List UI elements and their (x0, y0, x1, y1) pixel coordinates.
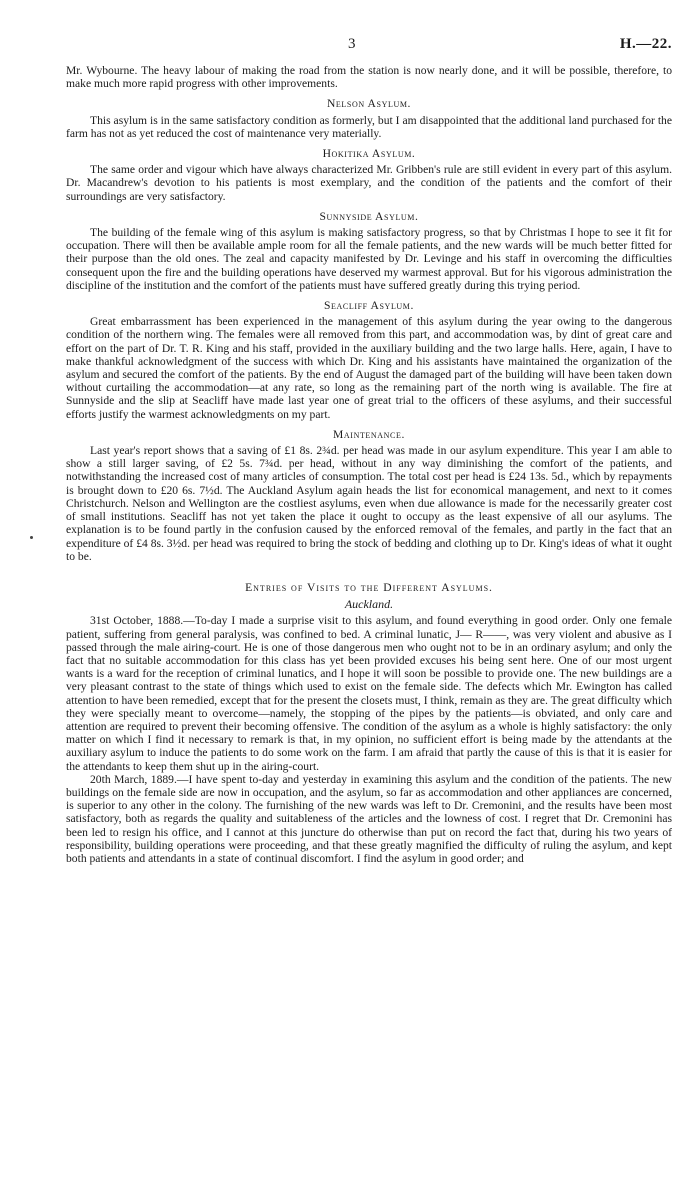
section-heading-sunnyside: Sunnyside Asylum. (319, 209, 419, 223)
paragraph-nelson: This asylum is in the same satisfactory condition as formerly, but I am disappointed that the additional land purchased for the farm has not as yet reduced the cost of maintenance very materially. (66, 113, 672, 140)
paragraph-maintenance: Last year's report shows that a saving of £1 8s. 2¾d. per head was made in our asylum expenditure. This year I am able to show a still larger saving, of £2 5s. 7¾d. per head, without in any way diminishing the comfort of the patients, and notwithstanding the increased cost of many articles of consumption. The total cost per head is £24 13s. 5d., which by repayments is brought down to £20 6s. 7½d. The Auckland Asylum again heads the list for economical management, and next to it comes Christchurch. Nelson and Wellington are the costliest asylums, even when due allowance is made for the necessarily greater cost of small institutions. Seacliff has not yet taken the place it ought to occupy as the least expensive of all our asylums. The explanation is to be found partly in the confusion caused by the enforced removal of the females, and partly in the fact that an expenditure of £4 8s. 3½d. per head was required to bring the stock of bedding and clothing up to Dr. King's ideas of what it ought to be. (66, 444, 672, 563)
entries-subheading-auckland: Auckland. (344, 597, 394, 612)
entries-heading: Entries of Visits to the Different Asylums. (245, 580, 493, 594)
section-heading-maintenance: Maintenance. (333, 427, 405, 441)
document-reference: H.—22. (619, 36, 672, 52)
margin-dot-mark (30, 536, 33, 539)
entry-paragraph-1889: 20th March, 1889.—I have spent to-day and yesterday in examining this asylum and the condition of the patients. The new buildings on the female side are now in occupation, and the asylum, so far as accommodation and other appliances are concerned, is superior to any other in the colony. The furnishing of the new wards was left to Dr. Cremonini, and the results have been most satisfactory, both as regards the quality and suitableness of the articles and the lowness of cost. I regret that Dr. Cremonini has been led to resign his office, and I cannot at this juncture do otherwise than put on record the fact that, during his two years of responsibility, building operations were proceeding, and that these greatly magnified the difficulty of ruling the asylum, and kept both patients and attendants in a state of continual discomfort. I find the asylum in good order; and (66, 772, 672, 865)
paragraph-sunnyside: The building of the female wing of this asylum is making satisfactory progress, so that by Christmas I hope to see it fit for occupation. There will then be available ample room for all the female patients, and the new wards will be much better fitted for their purpose than the old ones. The zeal and capacity manifested by Dr. Levinge and his staff in overcoming the difficulties consequent upon the fire and the building operations have deserved my warmest approval. But for his vigorous administration the discipline of the institution and the comfort of the patients must have suffered greatly during this trying period. (66, 226, 672, 292)
opening-paragraph: Mr. Wybourne. The heavy labour of making the road from the station is now nearly done, and it will be possible, therefore, to make much more rapid progress with other improvements. (66, 64, 672, 91)
section-heading-seacliff: Seacliff Asylum. (323, 299, 415, 313)
entry-paragraph-1888: 31st October, 1888.—To-day I made a surprise visit to this asylum, and found everything in good order. Only one female patient, suffering from general paralysis, was confined to bed. A criminal lunatic, J— R——, was very violent and abusive as I passed through the male airing-court. He is one of those dangerous men who ought not to be in an ordinary asylum; and only the fact that no suitable accommodation for this class has yet been provided excuses his being sent here. One of our most urgent wants is a ward for the reception of criminal lunatics, and I hope it will soon be possible to provide one. The new buildings are a very pleasant contrast to the state of things which used to exist on the female side. The defects which Mr. Ewington has called attention to have been remedied, except that for the present the closets must, I think, remain as they are. The great difficulty which they were specially meant to overcome—namely, the stopping of the pipes by the patients—is obviated, and only care and attention are required to prevent their becoming offensive. The condition of the asylum as a whole is highly satisfactory: the only matter on which I find it necessary to remark is that, in my opinion, no sufficient effort is being made by the attendants at the auxiliary asylum to induce the patients to do some work on the farm. I am afraid that partly the cause of this is that it is easier for the attendants to keep them shut up in the airing-court. (66, 614, 672, 773)
page-number: 3 (348, 36, 356, 52)
paragraph-seacliff: Great embarrassment has been experienced in the management of this asylum during the year owing to the dangerous condition of the northern wing. The females were all removed from this part, and accommodation was, by dint of great care and effort on the part of Dr. T. R. King and his staff, provided in the auxiliary building and the two large halls. Here, again, I have to make thankful acknowledgment of the success with which Dr. King and his assistants have maintained the organization of the asylum and secured the comfort of the patients. By the end of August the damaged part of the building will have been taken down without curtailing the accommodation—at any rate, so long as the remaining part of the north wing is available. The fire at Sunnyside and the slip at Seacliff have made last year one of great trial to the officers of these asylums, and their successful efforts justify the warmest acknowledgments on my part. (66, 315, 672, 421)
page-header (66, 36, 672, 64)
paragraph-hokitika: The same order and vigour which have always characterized Mr. Gribben's rule are still evident in every part of this asylum. Dr. Macandrew's devotion to his patients is most exemplary, and the condition of the patients and the comfort of their surroundings are very satisfactory. (66, 163, 672, 203)
section-heading-nelson: Nelson Asylum. (326, 97, 412, 111)
section-heading-hokitika: Hokitika Asylum. (322, 147, 416, 161)
body-text (66, 64, 672, 865)
